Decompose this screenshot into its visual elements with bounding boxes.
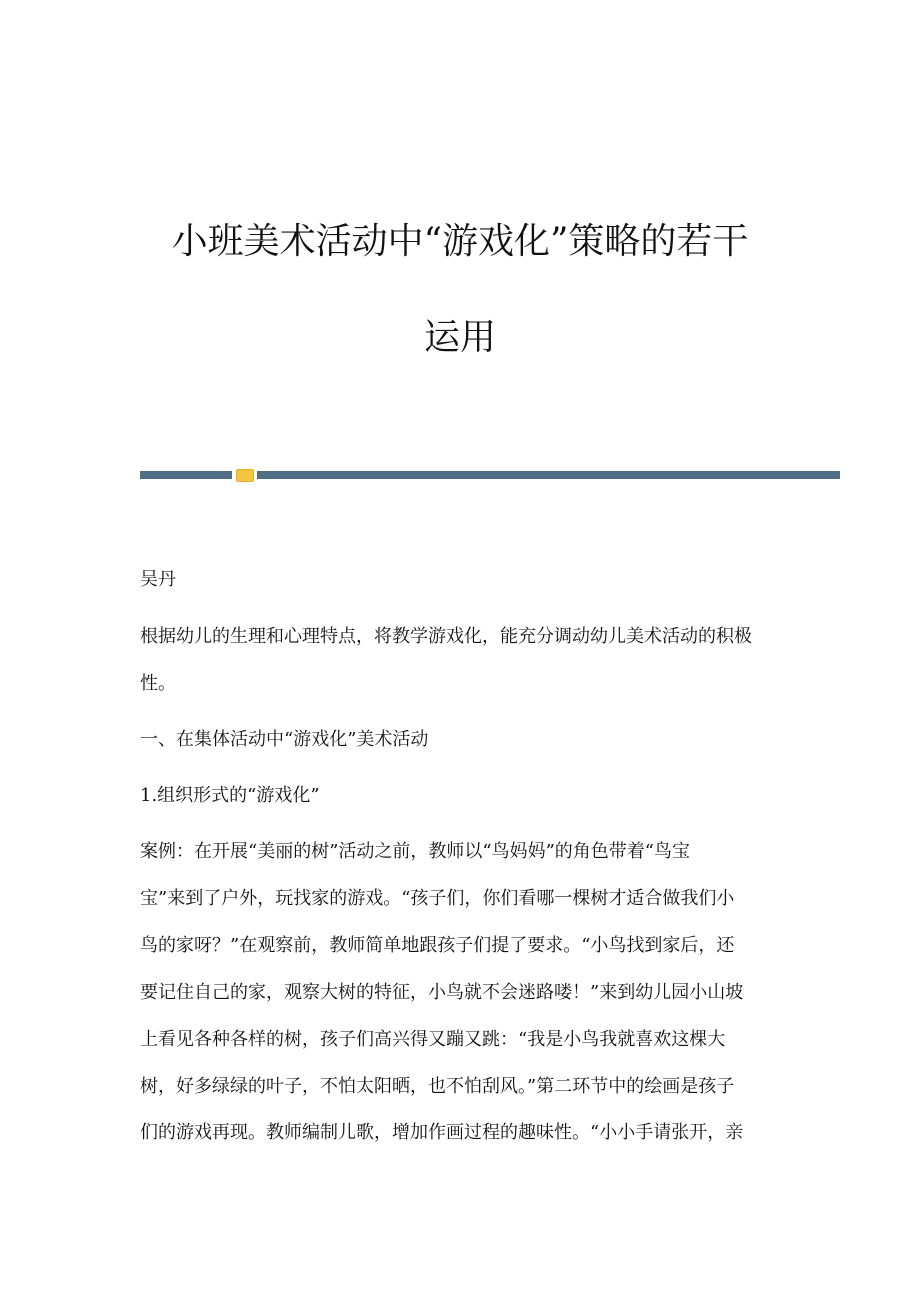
body-line: 上看见各种各样的树，孩子们高兴得又蹦又跳：“我是小鸟我就喜欢这棵大 [140,1029,726,1050]
abstract-line: 性。 [140,673,176,694]
author: 吴丹 [140,569,176,590]
title-line-1: 小班美术活动中“游戏化”策略的若干 [171,221,749,262]
divider-right [257,471,840,479]
body-line: 案例：在开展“美丽的树”活动之前，教师以“鸟妈妈”的角色带着“鸟宝 [140,841,691,862]
section-heading: 一、在集体活动中“游戏化”美术活动 [140,729,429,750]
abstract-line: 根据幼儿的生理和心理特点，将教学游戏化，能充分调动幼儿美术活动的积极 [140,626,752,647]
body-line: 鸟的家呀？”在观察前，教师简单地跟孩子们提了要求。“小鸟找到家后，还 [140,935,735,956]
divider-left [140,471,232,479]
body-line: 树，好多绿绿的叶子，不怕太阳晒，也不怕刮风。”第二环节中的绘画是孩子 [140,1076,735,1097]
body-line: 宝”来到了户外，玩找家的游戏。“孩子们，你们看哪一棵树才适合做我们小 [140,888,735,909]
body-line: 们的游戏再现。教师编制儿歌，增加作画过程的趣味性。“小小手请张开，亲 [140,1122,744,1143]
divider-ornament-icon [236,469,254,482]
subsection-heading: 1.组织形式的“游戏化” [140,785,320,806]
title-line-2: 运用 [423,317,496,358]
body-line: 要记住自己的家，观察大树的特征，小鸟就不会迷路喽！”来到幼儿园小山坡 [140,982,744,1003]
